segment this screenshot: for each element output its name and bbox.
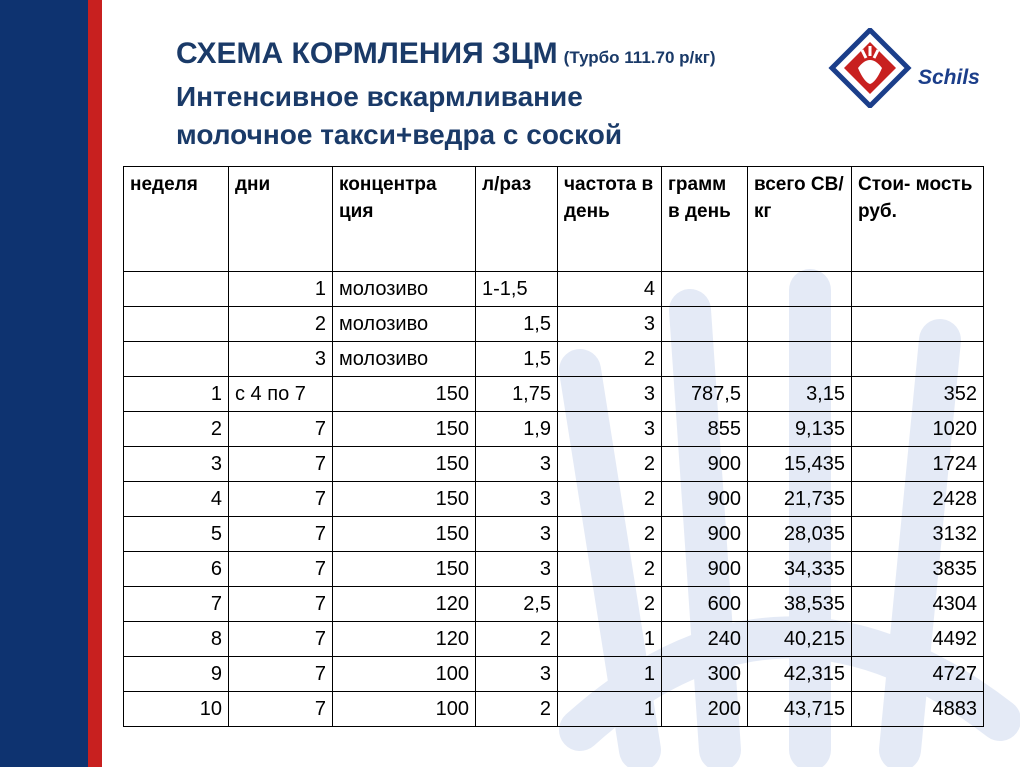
table-cell: 1-1,5 <box>476 272 558 307</box>
table-cell: 3132 <box>852 517 984 552</box>
table-cell <box>748 272 852 307</box>
title-line-3: молочное такси+ведра с соской <box>176 119 623 150</box>
table-cell: 2 <box>558 342 662 377</box>
title-main: СХЕМА КОРМЛЕНИЯ ЗЦМ <box>176 37 558 70</box>
header-total-dry-matter: всего СВ/кг <box>748 167 852 272</box>
table-row <box>124 412 984 447</box>
table-cell: 43,715 <box>748 692 852 727</box>
table-cell: молозиво <box>333 272 476 307</box>
table-cell: 3 <box>124 447 229 482</box>
table-cell: 7 <box>229 587 333 622</box>
table-cell: 8 <box>124 622 229 657</box>
table-cell: 600 <box>662 587 748 622</box>
table-cell: 1 <box>229 272 333 307</box>
table-cell: 3 <box>476 657 558 692</box>
header-cost: Стои- мость руб. <box>852 167 984 272</box>
table-row <box>124 657 984 692</box>
table-cell <box>124 307 229 342</box>
table-header-row <box>124 167 984 272</box>
table-row <box>124 447 984 482</box>
table-cell: 1,5 <box>476 307 558 342</box>
table-cell: 150 <box>333 552 476 587</box>
title-subtitle: (Турбо 111.70 р/кг) <box>563 48 716 67</box>
table-cell: 4 <box>124 482 229 517</box>
table-cell: 6 <box>124 552 229 587</box>
table-cell: 2,5 <box>476 587 558 622</box>
table-row <box>124 482 984 517</box>
table-cell: 3,15 <box>748 377 852 412</box>
table-cell: с 4 по 7 <box>229 377 333 412</box>
table-row <box>124 587 984 622</box>
table-cell: 150 <box>333 412 476 447</box>
table-cell: 1 <box>558 692 662 727</box>
table-cell: 3 <box>476 482 558 517</box>
table-cell: 4727 <box>852 657 984 692</box>
header-liters-per-feed: л/раз <box>476 167 558 272</box>
table-cell: 1020 <box>852 412 984 447</box>
header-grams-per-day: грамм в день <box>662 167 748 272</box>
table-row <box>124 552 984 587</box>
table-cell: 900 <box>662 447 748 482</box>
table-cell <box>852 342 984 377</box>
table-cell: 3 <box>476 517 558 552</box>
header-concentration: концентра ция <box>333 167 476 272</box>
table-cell: 40,215 <box>748 622 852 657</box>
table-cell: 9,135 <box>748 412 852 447</box>
title-block <box>176 34 816 154</box>
table-row <box>124 377 984 412</box>
table-cell: 3 <box>476 447 558 482</box>
table-cell <box>748 307 852 342</box>
table-cell: 120 <box>333 622 476 657</box>
left-sidebar-bar <box>0 0 88 767</box>
table-row <box>124 272 984 307</box>
header-days: дни <box>229 167 333 272</box>
table-cell: 900 <box>662 552 748 587</box>
table-cell: 150 <box>333 447 476 482</box>
table-cell: 855 <box>662 412 748 447</box>
table-cell: 240 <box>662 622 748 657</box>
table-cell: 2 <box>558 552 662 587</box>
table-cell: 7 <box>229 447 333 482</box>
title-line-1 <box>176 34 816 78</box>
table-cell <box>662 272 748 307</box>
table-cell: 3 <box>558 307 662 342</box>
table-row <box>124 307 984 342</box>
table-cell <box>124 342 229 377</box>
table-cell: 2 <box>229 307 333 342</box>
table-row <box>124 342 984 377</box>
table-cell: 150 <box>333 517 476 552</box>
table-row <box>124 517 984 552</box>
table-cell <box>852 307 984 342</box>
table-cell: 34,335 <box>748 552 852 587</box>
table-cell: 42,315 <box>748 657 852 692</box>
table-cell: 7 <box>229 552 333 587</box>
table-cell: 1,9 <box>476 412 558 447</box>
table-cell: 1 <box>124 377 229 412</box>
table-cell: 2 <box>124 412 229 447</box>
table-cell: 15,435 <box>748 447 852 482</box>
table-cell: 2 <box>558 447 662 482</box>
table-cell: 2428 <box>852 482 984 517</box>
table-cell <box>662 307 748 342</box>
table-row <box>124 692 984 727</box>
table-cell: 7 <box>229 622 333 657</box>
table-cell: 3 <box>558 412 662 447</box>
table-cell: 38,535 <box>748 587 852 622</box>
header-week: неделя <box>124 167 229 272</box>
table-row <box>124 622 984 657</box>
table-cell: 4492 <box>852 622 984 657</box>
left-red-stripe <box>88 0 102 767</box>
table-cell: молозиво <box>333 307 476 342</box>
table-cell: 1,75 <box>476 377 558 412</box>
table-cell: 1 <box>558 622 662 657</box>
table-cell: 1,5 <box>476 342 558 377</box>
feeding-schedule-table <box>123 166 984 727</box>
table-cell: 352 <box>852 377 984 412</box>
table-cell: 2 <box>558 517 662 552</box>
table-cell: 2 <box>558 482 662 517</box>
table-cell: 3835 <box>852 552 984 587</box>
table-cell: 3 <box>229 342 333 377</box>
table-cell: 5 <box>124 517 229 552</box>
table-cell <box>662 342 748 377</box>
table-cell: 7 <box>124 587 229 622</box>
table-cell: 150 <box>333 377 476 412</box>
table-cell: 4883 <box>852 692 984 727</box>
table-cell: 2 <box>558 587 662 622</box>
table-cell: 7 <box>229 657 333 692</box>
table-cell: 2 <box>476 622 558 657</box>
logo-text: Schils <box>918 66 980 89</box>
table-cell: 28,035 <box>748 517 852 552</box>
table-cell <box>852 272 984 307</box>
table-cell: 300 <box>662 657 748 692</box>
table-cell: 7 <box>229 412 333 447</box>
table-cell: 4 <box>558 272 662 307</box>
title-line-2: Интенсивное вскармливание <box>176 81 583 112</box>
table-cell: 3 <box>558 377 662 412</box>
table-cell: 3 <box>476 552 558 587</box>
table-cell <box>124 272 229 307</box>
table-cell: 1 <box>558 657 662 692</box>
table-cell: 200 <box>662 692 748 727</box>
table-cell <box>748 342 852 377</box>
header-frequency: частота в день <box>558 167 662 272</box>
table-cell: 7 <box>229 482 333 517</box>
table-cell: молозиво <box>333 342 476 377</box>
table-cell: 7 <box>229 517 333 552</box>
table-cell: 21,735 <box>748 482 852 517</box>
table-cell: 4304 <box>852 587 984 622</box>
table-cell: 1724 <box>852 447 984 482</box>
table-cell: 9 <box>124 657 229 692</box>
table-cell: 900 <box>662 482 748 517</box>
table-cell: 150 <box>333 482 476 517</box>
table-cell: 120 <box>333 587 476 622</box>
table-cell: 100 <box>333 657 476 692</box>
table-cell: 900 <box>662 517 748 552</box>
table-cell: 10 <box>124 692 229 727</box>
table-cell: 2 <box>476 692 558 727</box>
table-cell: 787,5 <box>662 377 748 412</box>
table-cell: 7 <box>229 692 333 727</box>
table-cell: 100 <box>333 692 476 727</box>
